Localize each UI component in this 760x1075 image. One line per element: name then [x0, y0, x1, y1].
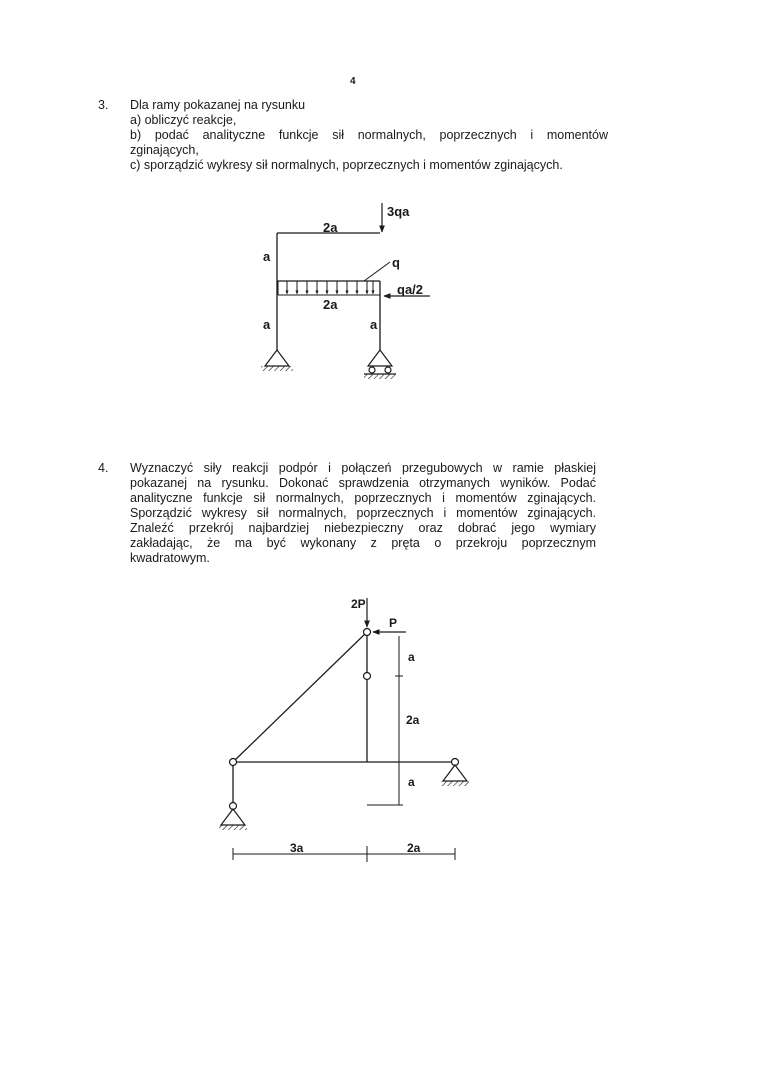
label-right-lower-a: a — [370, 317, 378, 332]
diagonal-member — [233, 632, 367, 762]
problem-3-line-4: zginających, — [130, 143, 199, 157]
label-dim-a-upper: a — [408, 650, 415, 664]
problem-3-number: 3. — [98, 98, 109, 112]
page-number: 4 — [350, 76, 356, 87]
label-dim-2a-right: 2a — [407, 841, 421, 855]
label-2P: 2P — [351, 597, 366, 611]
label-3qa: 3qa — [387, 204, 410, 219]
problem-4-number: 4. — [98, 461, 109, 475]
problem-3-line-2: a) obliczyć reakcje, — [130, 113, 237, 127]
label-dim-a-lower: a — [408, 775, 415, 789]
label-dim-2a-middle: 2a — [406, 713, 420, 727]
problem-3-line-1: Dla ramy pokazanej na rysunku — [130, 98, 306, 112]
left-hinge — [230, 759, 237, 766]
top-hinge — [364, 629, 371, 636]
problem-4-line-4: Sporządzić wykresy sił normalnych, poprzecznych i momentów zginających. — [130, 506, 596, 520]
label-dim-3a: 3a — [290, 841, 304, 855]
label-qa2: qa/2 — [397, 282, 424, 297]
label-left-lower-a: a — [263, 317, 271, 332]
horizontal-dimension — [233, 846, 455, 862]
problem-4-line-7: kwadratowym. — [130, 551, 210, 565]
frame-members — [233, 632, 455, 803]
problem-3-line-3: b) podać analityczne funkcje sił normalnych, poprzecznych i momentów — [130, 128, 608, 142]
middle-hinge — [364, 673, 371, 680]
problem-4-line-2: pokazanej na rysunku. Dokonać sprawdzenia otrzymanych wyników. Podać — [130, 476, 596, 490]
vertical-dimension — [367, 636, 403, 805]
problem-4-line-1: Wyznaczyć siły reakcji podpór i połączeń przegubowych w ramie płaskiej — [130, 461, 596, 475]
problem-4-line-5: Znaleźć przekrój najbardziej niebezpieczny oraz dobrać jego wymiary — [130, 521, 596, 535]
label-q: q — [392, 255, 400, 270]
label-top-2a: 2a — [323, 220, 338, 235]
problem-3-line-5: c) sporządzić wykresy sił normalnych, poprzecznych i momentów zginających. — [130, 158, 563, 172]
label-middle-2a: 2a — [323, 297, 338, 312]
problem-4-line-3: analityczne funkcje sił normalnych, poprzecznych i momentów zginających. — [130, 491, 596, 505]
problem-4-line-6: zakładając, że ma być wykonany z pręta o przekroju poprzecznym — [130, 536, 596, 550]
left-pin-support — [219, 809, 247, 830]
label-left-upper-a: a — [263, 249, 271, 264]
label-P: P — [389, 616, 398, 630]
